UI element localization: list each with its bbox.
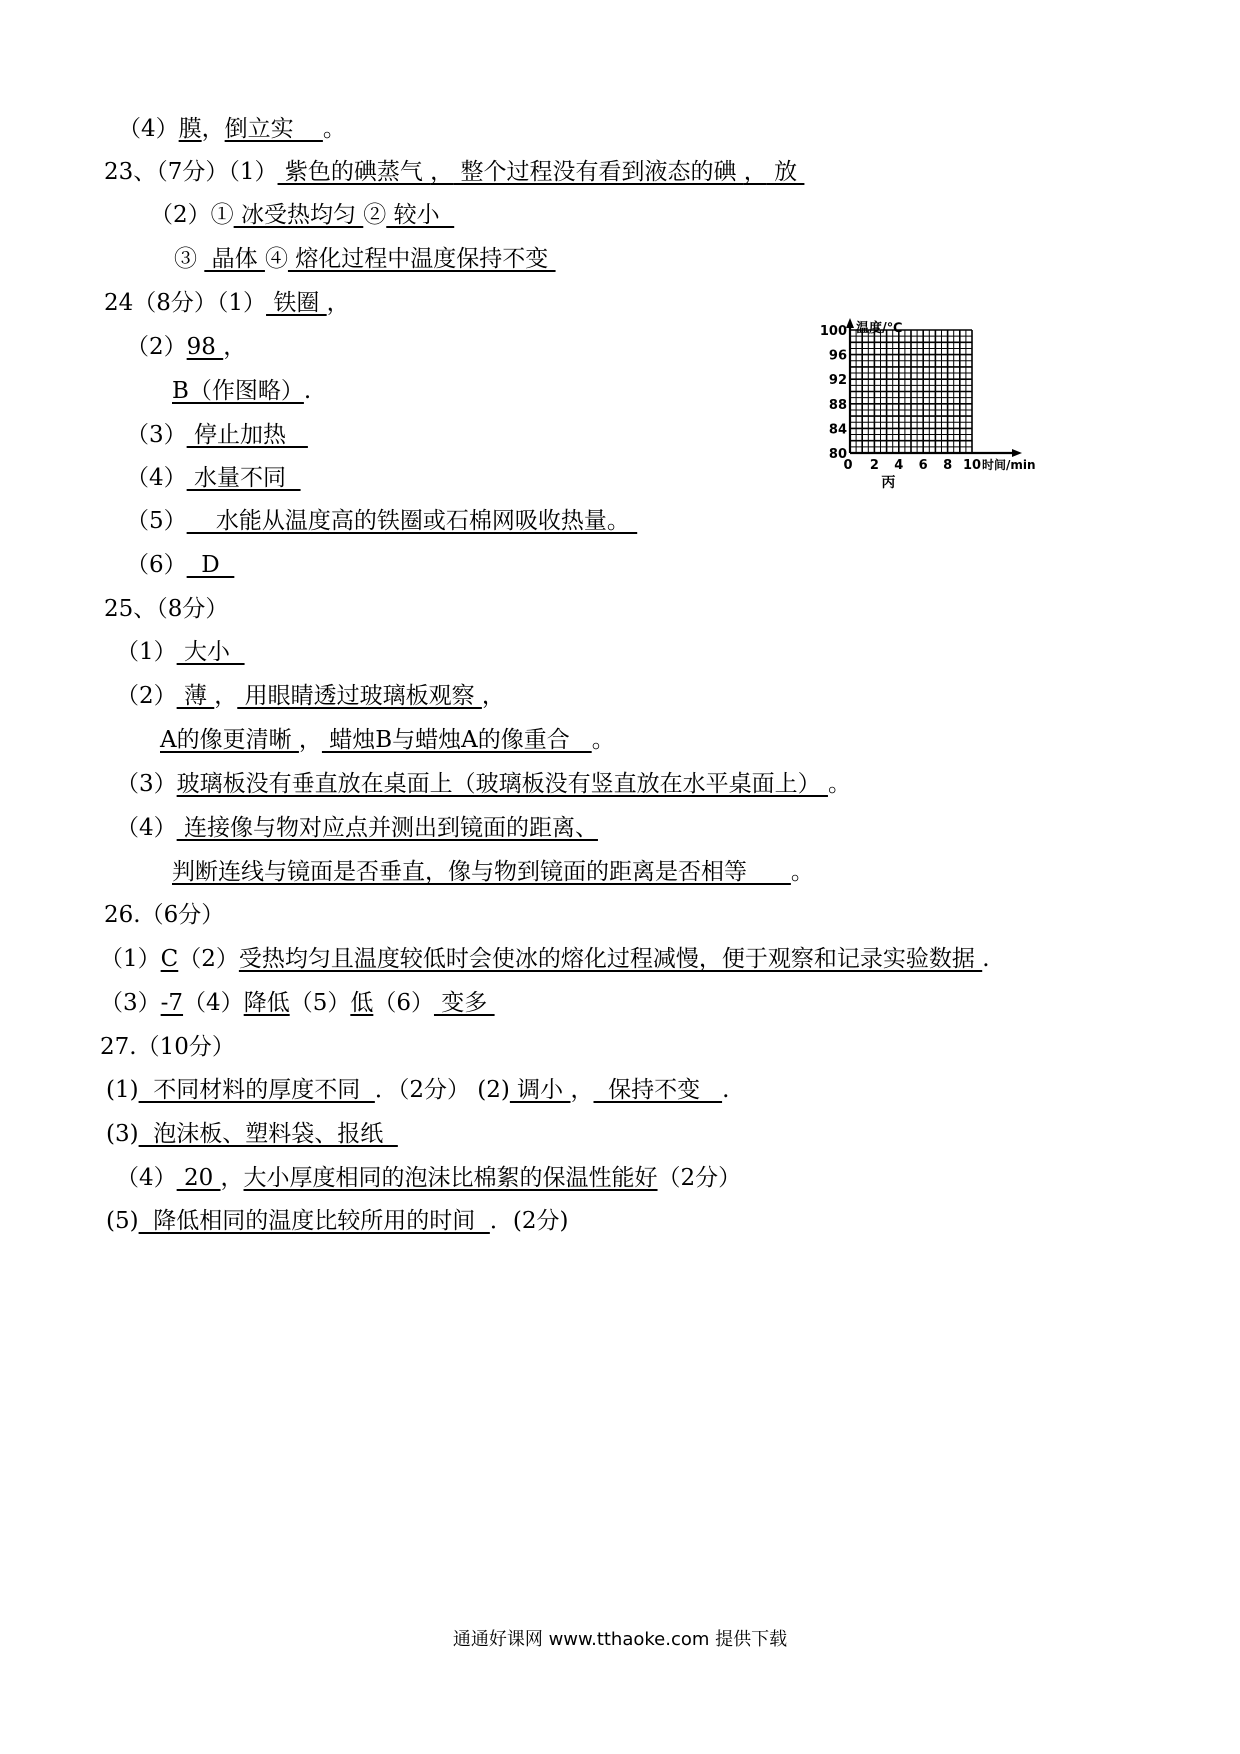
answer-blank: 受热均匀且温度较低时会使冰的熔化过程减慢，便于观察和记录实验数据 <box>238 946 983 972</box>
answer-blank: 调小 <box>509 1077 571 1103</box>
line-23-3: ③ 晶体 ④ 熔化过程中温度保持不变 <box>174 246 556 272</box>
answer-blank: 紫色的碘蒸气 <box>277 159 431 185</box>
line-24-2b: B（作图略）. <box>172 378 312 404</box>
x-tick-label: 4 <box>894 458 904 473</box>
question-27: 27.（10分） <box>100 1034 235 1060</box>
answer-blank: 停止加热 <box>186 422 308 448</box>
answer-blank: 判断连线与镜面是否垂直，像与物到镜面的距离是否相等 <box>172 859 791 885</box>
answer-blank: -7 <box>160 990 184 1016</box>
answer-blank: 降低相同的温度比较所用的时间 <box>138 1208 490 1234</box>
answer-blank: 冰受热均匀 <box>233 202 364 228</box>
answer-blank: 低 <box>350 990 374 1016</box>
y-tick-label: 84 <box>828 422 847 438</box>
answer-blank: A的像更清晰 <box>160 727 299 753</box>
answer-blank: 降低 <box>243 990 290 1016</box>
line-25-4: （4） 连接像与物对应点并测出到镜面的距离、 <box>116 815 598 841</box>
answer-blank: 薄 <box>176 683 215 709</box>
temperature-time-chart <box>800 318 1070 548</box>
answer-blank: 整个过程没有看到液态的碘 <box>453 159 744 185</box>
answer-blank: 连接像与物对应点并测出到镜面的距离、 <box>176 815 598 841</box>
line-22-4: （4）膜，倒立实 。 <box>118 116 346 142</box>
answer-blank: 膜 <box>178 116 202 142</box>
x-axis-arrow <box>1012 449 1022 457</box>
x-tick-label: 10 <box>962 458 982 473</box>
answer-blank: 泡沫板、塑料袋、报纸 <box>138 1121 398 1147</box>
chart-labels <box>820 320 1036 491</box>
line-23-2: （2）① 冰受热均匀 ② 较小 <box>150 202 455 228</box>
line-24-5: （5） 水能从温度高的铁圈或石棉网吸收热量。 <box>126 508 638 534</box>
answer-blank: 蜡烛B与蜡烛A的像重合 <box>321 727 592 753</box>
x-axis-label: 时间/min <box>982 458 1036 472</box>
x-tick-label: 2 <box>869 458 879 473</box>
chart-caption: 丙 <box>881 475 896 491</box>
answer-blank: B（作图略） <box>172 378 304 404</box>
answer-blank: 大小 <box>176 639 245 665</box>
answer-blank: 用眼睛透过玻璃板观察 <box>237 683 482 709</box>
y-axis-arrow <box>846 318 854 328</box>
answer-blank: D <box>186 552 235 578</box>
line-26-1: （1）C（2）受热均匀且温度较低时会使冰的熔化过程减慢，便于观察和记录实验数据 . <box>100 946 990 972</box>
answer-blank: 保持不变 <box>593 1077 723 1103</box>
answer-blank: 熔化过程中温度保持不变 <box>287 246 556 272</box>
y-tick-label: 100 <box>819 324 847 339</box>
question-25: 25、（8分） <box>104 596 229 622</box>
line-26-2: （3）-7（4）降低（5）低（6） 变多 <box>100 990 495 1016</box>
line-25-1: （1） 大小 <box>116 639 245 665</box>
answer-blank: 98 <box>186 334 224 360</box>
answer-blank: 放 <box>766 159 805 185</box>
answer-blank: 玻璃板没有垂直放在桌面上（玻璃板没有竖直放在水平桌面上） <box>176 771 828 797</box>
y-tick-label: 80 <box>828 447 847 462</box>
line-27-3: (3) 泡沫板、塑料袋、报纸 <box>106 1121 398 1147</box>
y-tick-label: 88 <box>828 397 847 413</box>
question-24: 24（8分）（1） 铁圈 ， <box>104 290 350 316</box>
line-27-5: (5) 降低相同的温度比较所用的时间 ．(2分) <box>106 1208 569 1234</box>
line-25-2b: A的像更清晰 ， 蜡烛B与蜡烛A的像重合 。 <box>160 727 615 753</box>
chart-grid <box>850 330 972 453</box>
y-axis-label: 温度/℃ <box>856 321 903 336</box>
line-24-3: （3） 停止加热 <box>126 422 308 448</box>
y-tick-label: 92 <box>828 373 847 389</box>
x-tick-label: 6 <box>918 458 928 473</box>
answer-blank: 不同材料的厚度不同 <box>138 1077 375 1103</box>
line-24-6: （6） D <box>126 552 235 578</box>
line-25-4b: 判断连线与镜面是否垂直，像与物到镜面的距离是否相等 。 <box>172 859 814 885</box>
answer-blank: 较小 <box>386 202 455 228</box>
line-27-4: （4） 20 ，大小厚度相同的泡沫比棉絮的保温性能好（2分） <box>116 1165 742 1191</box>
line-25-3: （3）玻璃板没有垂直放在桌面上（玻璃板没有竖直放在水平桌面上） 。 <box>116 771 851 797</box>
answer-blank: 水量不同 <box>186 465 301 491</box>
line-25-2: （2） 薄 ， 用眼睛透过玻璃板观察 ， <box>116 683 505 709</box>
chart-axes <box>846 318 1022 457</box>
answer-blank: 水能从温度高的铁圈或石棉网吸收热量。 <box>186 508 638 534</box>
line-24-4: （4） 水量不同 <box>126 465 301 491</box>
answer-blank: 20 <box>176 1165 221 1191</box>
line-24-2: （2）98 ， <box>126 334 247 360</box>
y-tick-label: 96 <box>828 348 847 364</box>
x-tick-label: 8 <box>943 458 953 473</box>
x-tick-label: 0 <box>843 458 853 473</box>
answer-blank: 倒立实 <box>224 116 323 142</box>
question-26: 26.（6分） <box>104 902 225 928</box>
page-footer: 通通好课网 www.tthaoke.com 提供下载 <box>452 1629 788 1650</box>
answer-blank: 变多 <box>433 990 495 1016</box>
question-23: 23、（7分）（1） 紫色的碘蒸气 ， 整个过程没有看到液态的碘 ， 放 <box>104 159 805 185</box>
answer-blank: C <box>160 946 179 972</box>
line-27-1: (1) 不同材料的厚度不同 ．（2分） (2) 调小 ， 保持不变 . <box>106 1077 730 1103</box>
answer-blank: 晶体 <box>204 246 265 272</box>
answer-blank: 大小厚度相同的泡沫比棉絮的保温性能好 <box>243 1165 658 1191</box>
answer-blank: 铁圈 <box>266 290 327 316</box>
